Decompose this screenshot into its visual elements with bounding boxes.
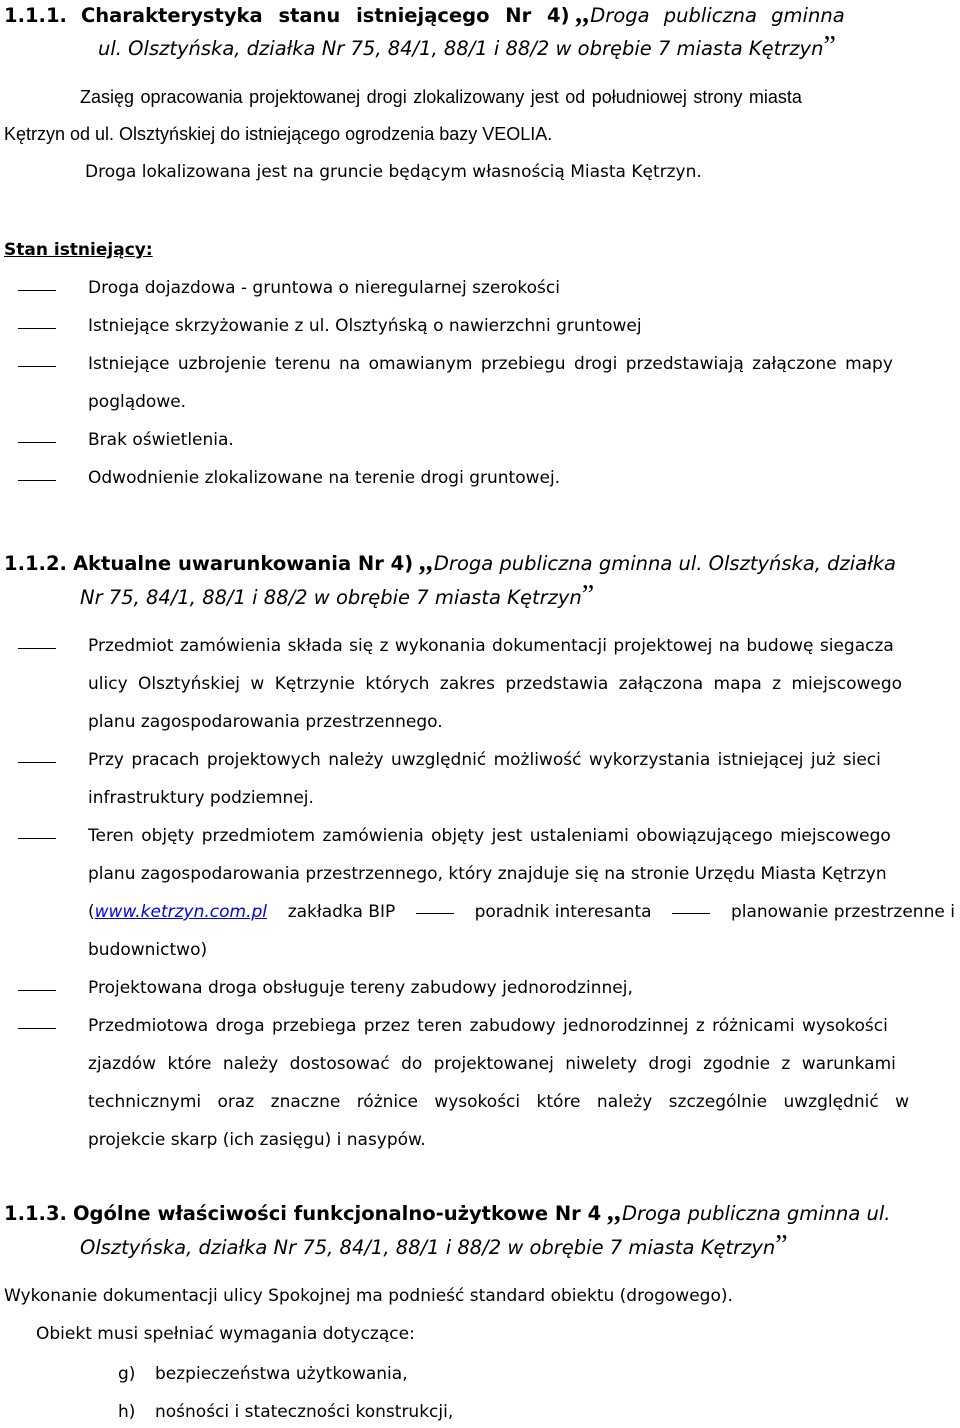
list-item: Teren objęty przedmiotem zamówienia objęty jest ustaleniami obowiązującego miejscowego [88, 826, 891, 846]
dash-bullet [18, 762, 56, 763]
section-title: Charakterystyka stanu istniejącego Nr 4) [80, 4, 570, 27]
paragraph: Zasięg opracowania projektowanej drogi zlokalizowany jest od południowej strony miasta [80, 87, 802, 107]
list-item: Przedmiot zamówienia składa się z wykonania dokumentacji projektowej na budowę siegacza [88, 636, 894, 656]
ketrzyn-website-link[interactable]: www.ketrzyn.com.pl [94, 902, 268, 922]
list-item: Projektowana droga obsługuje tereny zabudowy jednorodzinnej, [88, 978, 633, 998]
list-item-continuation: planu zagospodarowania przestrzennego, który znajduje się na stronie Urzędu Miasta Kętrzyn [88, 864, 887, 884]
opening-quote: ,, [419, 546, 434, 577]
section-title-italic: Droga publiczna gminna [590, 4, 845, 27]
section-title: Ogólne właściwości funkcjonalno-użytkowe Nr 4 [72, 1202, 602, 1225]
dash-bullet [18, 838, 56, 839]
dash-bullet [18, 328, 56, 329]
list-item-continuation: planu zagospodarowania przestrzennego. [88, 712, 443, 732]
list-item: Istniejące skrzyżowanie z ul. Olsztyńską o nawierzchni gruntowej [88, 316, 642, 336]
dash-bullet [18, 648, 56, 649]
dash-bullet [18, 366, 56, 367]
section-1-1-1-heading [4, 0, 845, 30]
dash-bullet [18, 290, 56, 291]
list-item-continuation: ulicy Olsztyńskiej w Kętrzynie których zakres przedstawia załączona mapa z miejscowego [88, 674, 903, 694]
section-title-italic-text: Nr 75, 84/1, 88/1 i 88/2 w obrębie 7 miasta Kętrzyn [80, 586, 582, 609]
enum-item: bezpieczeństwa użytkowania, [155, 1364, 408, 1384]
list-item-continuation: budownictwo) [88, 940, 208, 960]
section-title-italic: Droga publiczna gminna ul. [621, 1202, 891, 1225]
paragraph: Wykonanie dokumentacji ulicy Spokojnej ma podnieść standard obiektu (drogowego). [4, 1286, 733, 1306]
section-number: 1.1.2. [4, 552, 67, 575]
section-1-1-3-heading [4, 1196, 891, 1228]
closing-quote: ” [823, 31, 836, 62]
stan-heading: Stan istniejący: [4, 240, 153, 260]
dash-bullet [18, 1028, 56, 1029]
enum-label: g) [118, 1364, 136, 1384]
section-title-italic-line2 [80, 580, 594, 612]
list-item-continuation: projekcie skarp (ich zasięgu) i nasypów. [88, 1130, 426, 1150]
section-title-italic-line2 [98, 31, 836, 63]
list-item: Przedmiotowa droga przebiega przez teren zabudowy jednorodzinnej z różnicami wysokości [88, 1016, 888, 1036]
list-item: Brak oświetlenia. [88, 430, 234, 450]
section-title-italic-text: Olsztyńska, działka Nr 75, 84/1, 88/1 i 88/2 w obrębie 7 miasta Kętrzyn [80, 1236, 776, 1259]
dash-separator [416, 913, 454, 914]
list-item: Przy pracach projektowych należy uwzględnić możliwość wykorzystania istniejącej już sieci [88, 750, 881, 770]
paragraph: Droga lokalizowana jest na gruncie będącym własnością Miasta Kętrzyn. [85, 162, 702, 182]
paragraph: Kętrzyn od ul. Olsztyńskiej do istniejącego ogrodzenia bazy VEOLIA. [4, 124, 553, 144]
closing-quote: ” [775, 1230, 788, 1261]
section-number: 1.1.1. [4, 4, 67, 27]
section-title-italic-text: ul. Olsztyńska, działka Nr 75, 84/1, 88/1 i 88/2 w obrębie 7 miasta Kętrzyn [98, 37, 824, 60]
list-item-continuation: zjazdów które należy dostosować do projektowanej niwelety drogi zgodnie z warunkami [88, 1054, 896, 1074]
section-number: 1.1.3. [4, 1202, 67, 1225]
opening-quote: ,, [576, 0, 591, 29]
dash-bullet [18, 480, 56, 481]
list-item: Istniejące uzbrojenie terenu na omawianym przebiegu drogi przedstawiają załączone mapy [88, 354, 893, 374]
link-line-planowanie: planowanie przestrzenne i [730, 902, 955, 922]
link-line-poradnik: poradnik interesanta [474, 902, 652, 922]
section-1-1-2-heading [4, 546, 896, 578]
link-line-start [88, 902, 267, 922]
section-title: Aktualne uwarunkowania Nr 4) [72, 552, 414, 575]
enum-label: h) [118, 1402, 136, 1422]
dash-separator [672, 913, 710, 914]
list-item-continuation: poglądowe. [88, 392, 187, 412]
section-title-italic-line2 [80, 1230, 788, 1262]
closing-quote: ” [581, 580, 595, 611]
list-item-continuation: infrastruktury podziemnej. [88, 788, 314, 808]
link-line [88, 902, 955, 922]
enum-item: nośności i stateczności konstrukcji, [155, 1402, 454, 1422]
link-line-bip: zakładka BIP [287, 902, 396, 922]
opening-quote: ,, [607, 1196, 622, 1227]
paragraph: Obiekt musi spełniać wymagania dotyczące: [36, 1324, 415, 1344]
dash-bullet [18, 442, 56, 443]
list-item: Odwodnienie zlokalizowane na terenie drogi gruntowej. [88, 468, 561, 488]
list-item-continuation: technicznymi oraz znaczne różnice wysokości które należy szczególnie uwzględnić w [88, 1092, 909, 1112]
dash-bullet [18, 990, 56, 991]
paren-open: ( [88, 902, 95, 922]
section-title-italic: Droga publiczna gminna ul. Olsztyńska, działka [433, 552, 896, 575]
list-item: Droga dojazdowa - gruntowa o nieregularnej szerokości [88, 278, 560, 298]
